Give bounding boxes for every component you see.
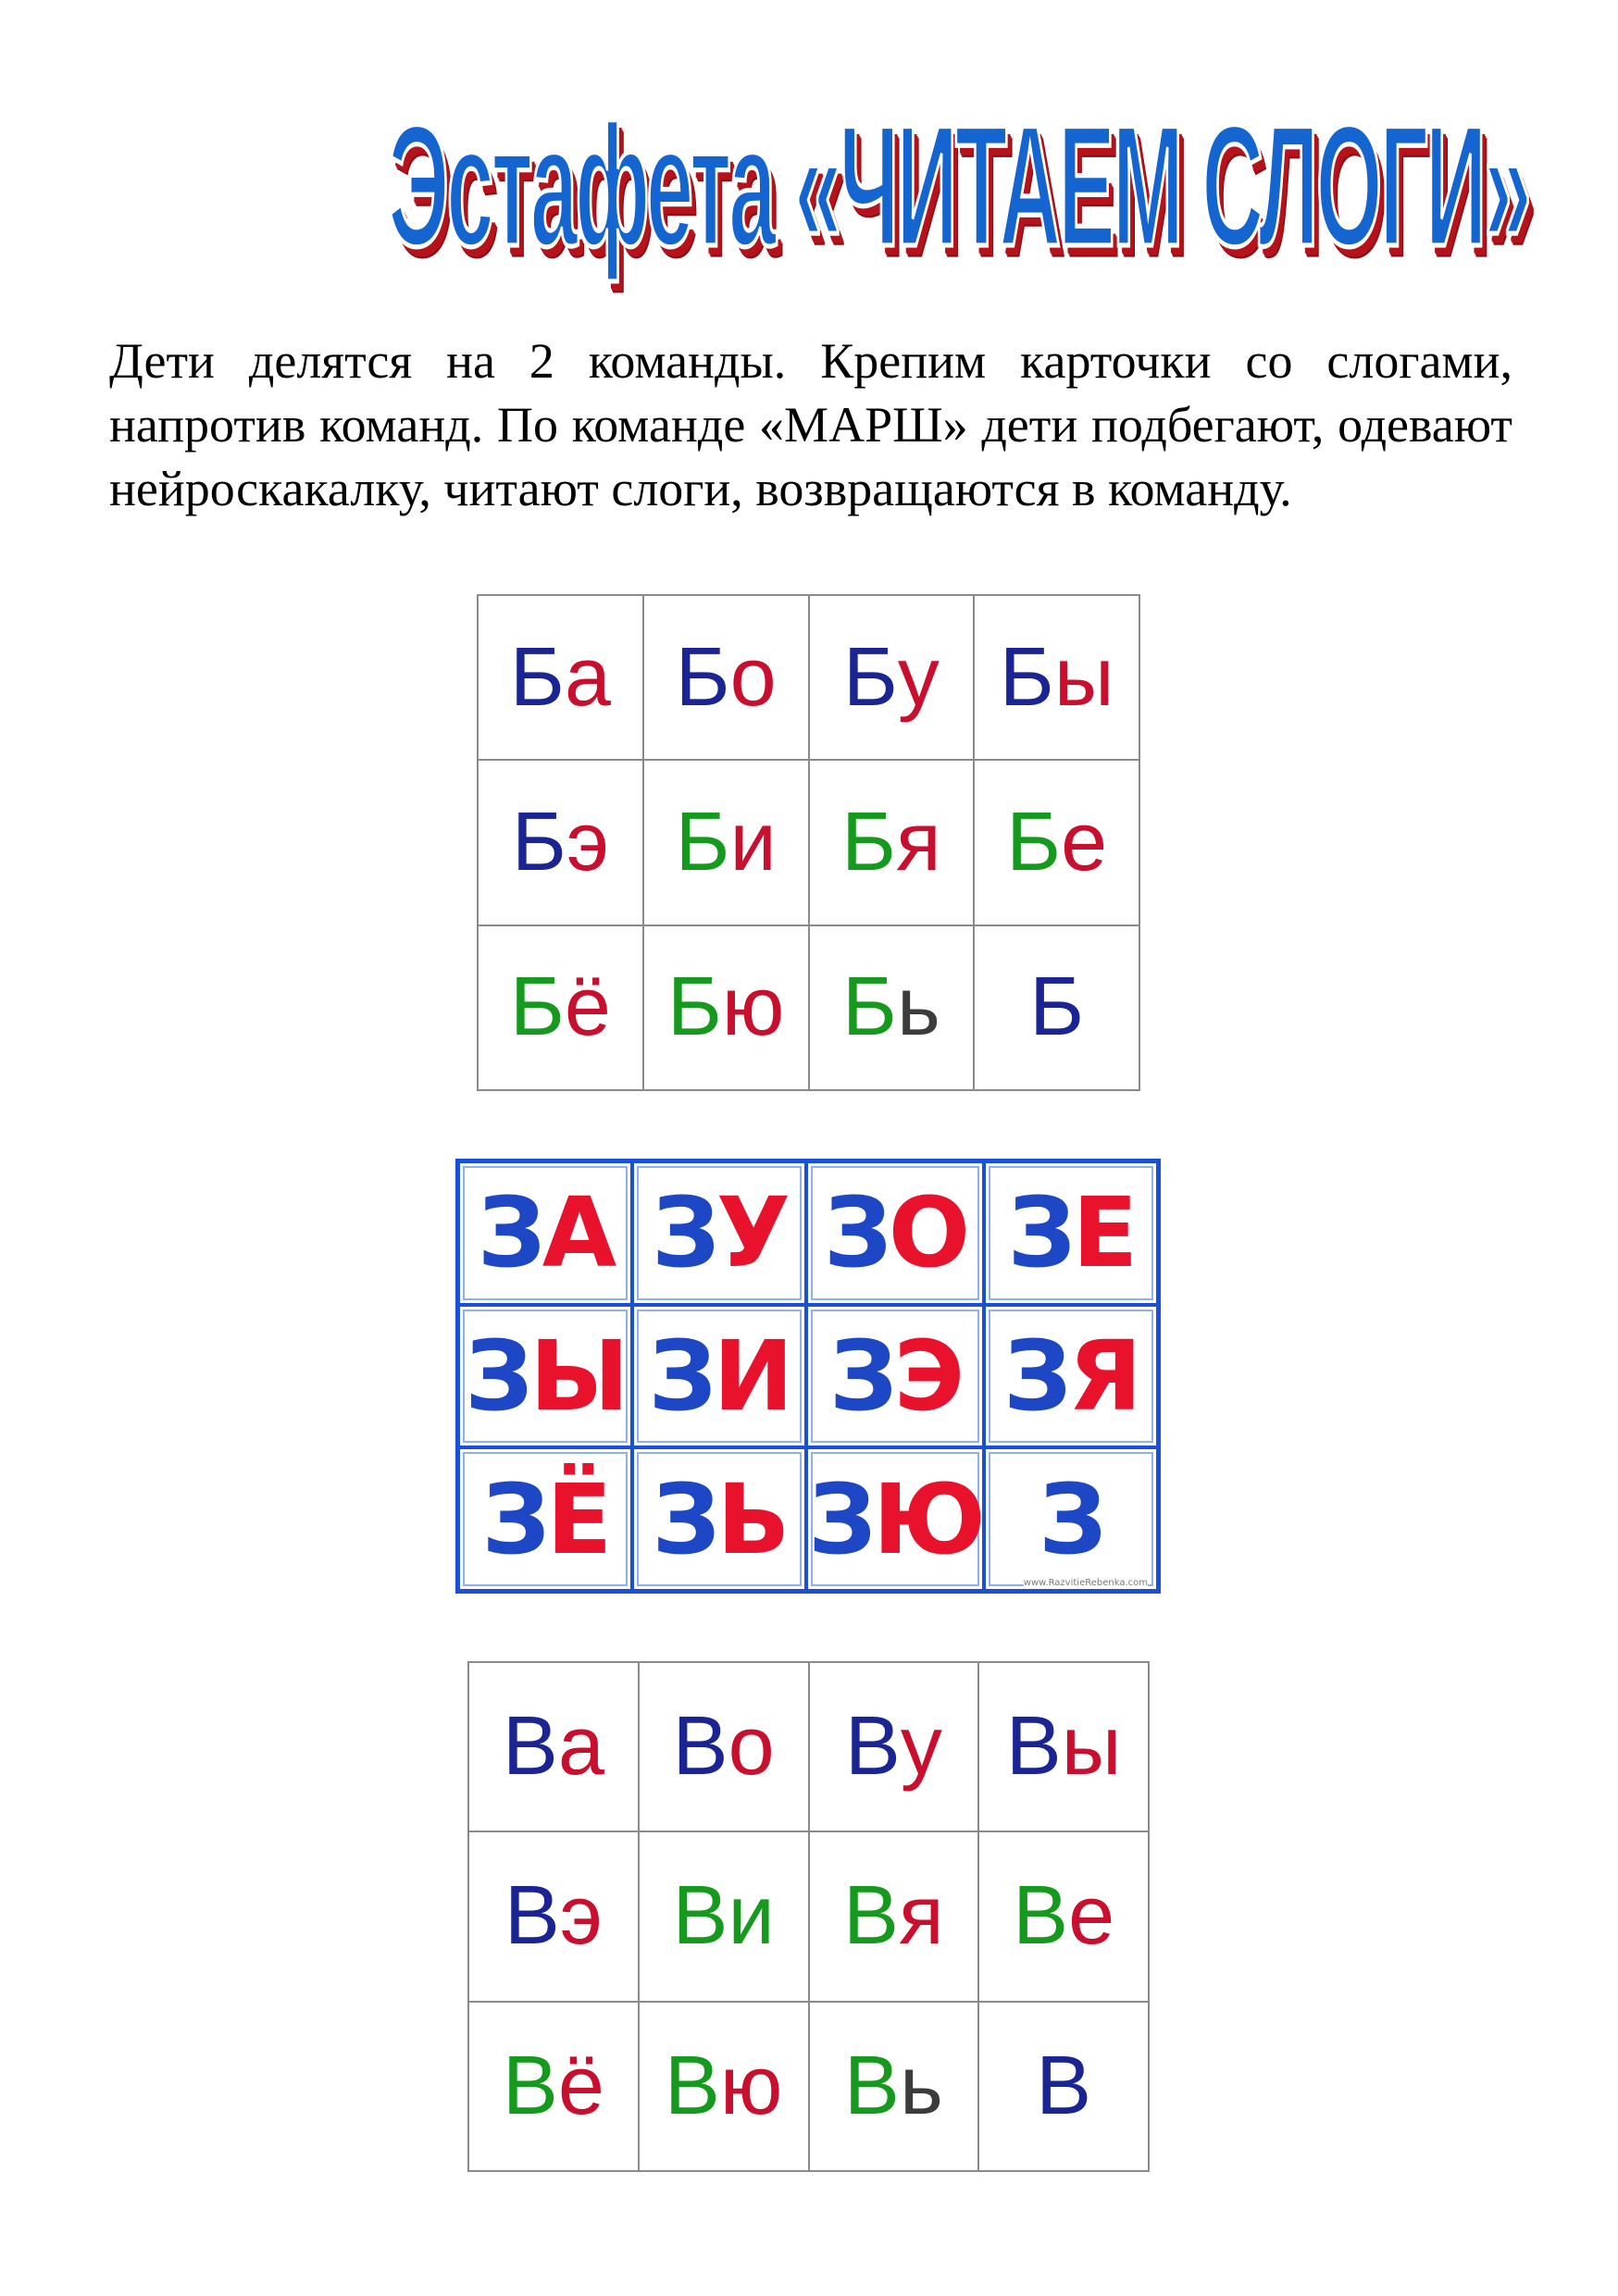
syllable-cell — [975, 761, 1140, 925]
syllable-cell — [810, 1663, 980, 1832]
syllable-cell — [975, 596, 1140, 761]
consonant-letter: Б — [666, 961, 722, 1054]
watermark-text: www.RazvitieRebenka.com — [1023, 1578, 1148, 1588]
consonant-letter: В — [504, 1869, 560, 1963]
vowel-letter: Э — [893, 1319, 962, 1433]
consonant-letter: В — [672, 1869, 728, 1963]
syllable-cell — [644, 926, 810, 1091]
syllable-cell — [979, 1832, 1150, 2002]
vowel-letter: и — [729, 795, 777, 888]
vowel-letter: ы — [1053, 630, 1114, 724]
consonant-letter: Б — [509, 961, 565, 1054]
consonant-letter: Б — [509, 630, 565, 724]
consonant-letter: В — [1036, 2039, 1092, 2132]
vowel-letter: ь — [896, 961, 940, 1054]
syllable-cell — [986, 1449, 1156, 1589]
syllable-cell — [640, 1832, 810, 2002]
syllable-cell — [460, 1163, 630, 1303]
consonant-letter: Б — [675, 630, 730, 724]
vowel-letter: о — [729, 630, 777, 724]
syllable-cell — [979, 1663, 1150, 1832]
vowel-letter: ы — [1061, 1700, 1122, 1793]
consonant-letter: З — [481, 1462, 547, 1576]
consonant-letter: В — [842, 1869, 900, 1963]
syllable-cell — [469, 2003, 640, 2172]
syllable-cell — [479, 596, 644, 761]
vowel-letter: Ю — [872, 1462, 982, 1576]
syllable-cell — [640, 1663, 810, 1832]
consonant-letter: Б — [841, 961, 897, 1054]
vowel-letter: е — [1068, 1869, 1115, 1963]
vowel-letter: Я — [1067, 1319, 1139, 1433]
syllable-cell — [979, 2003, 1150, 2172]
vowel-letter: О — [888, 1176, 967, 1290]
syllable-cell — [634, 1449, 804, 1589]
vowel-letter: у — [897, 630, 940, 724]
syllable-cell — [808, 1163, 982, 1303]
consonant-letter: В — [1005, 1700, 1062, 1793]
vowel-letter: а — [557, 1700, 604, 1793]
consonant-letter: В — [844, 1700, 901, 1793]
syllable-cell — [469, 1832, 640, 2002]
consonant-letter: Б — [842, 630, 898, 724]
syllable-cell — [479, 761, 644, 925]
consonant-letter: З — [1007, 1176, 1073, 1290]
consonant-letter: Б — [999, 630, 1054, 724]
vowel-letter: ю — [721, 961, 785, 1054]
consonant-letter: Б — [1006, 795, 1062, 888]
syllable-card-b — [477, 594, 1140, 1091]
intro-paragraph: Дети делятся на 2 команды. Крепим карточки со слогами, напротив команд. По команде «МАРШ» дети подбегают, одевают нейроскакалку, читают слоги, возвращаются в команду. — [109, 333, 1512, 516]
vowel-letter: о — [728, 1700, 775, 1793]
syllable-cell — [644, 761, 810, 925]
consonant-letter: В — [672, 1700, 728, 1793]
vowel-letter: У — [716, 1176, 788, 1290]
consonant-letter: В — [664, 2039, 720, 2132]
syllable-cell — [479, 926, 644, 1091]
vowel-letter: ю — [719, 2039, 783, 2132]
vowel-letter: Ь — [716, 1462, 787, 1576]
consonant-letter: З — [465, 1319, 530, 1433]
syllable-cell — [986, 1163, 1156, 1303]
consonant-letter: Б — [1029, 961, 1085, 1054]
consonant-letter: З — [808, 1462, 873, 1576]
syllable-cell — [469, 1663, 640, 1832]
vowel-letter: я — [896, 795, 941, 888]
vowel-letter: э — [566, 795, 609, 888]
vowel-letter: А — [541, 1176, 614, 1290]
vowel-letter: у — [900, 1700, 942, 1793]
vowel-letter: ё — [557, 2039, 604, 2132]
page-title: Эстафета «ЧИТАЕМ СЛОГИ» — [388, 89, 1529, 282]
consonant-letter: З — [651, 1176, 716, 1290]
syllable-cell — [808, 1307, 982, 1446]
vowel-letter: е — [1061, 795, 1108, 888]
consonant-letter: В — [1013, 1869, 1069, 1963]
syllable-cell — [810, 926, 976, 1091]
syllable-cell — [634, 1307, 804, 1446]
consonant-letter: З — [477, 1176, 542, 1290]
vowel-letter: и — [728, 1869, 775, 1963]
vowel-letter: э — [559, 1869, 603, 1963]
syllable-cell — [460, 1307, 630, 1446]
vowel-letter: Е — [1072, 1176, 1135, 1290]
vowel-letter: ё — [564, 961, 611, 1054]
vowel-letter: Ё — [546, 1462, 609, 1576]
consonant-letter: Б — [675, 795, 730, 888]
vowel-letter: а — [564, 630, 611, 724]
syllable-cell — [975, 926, 1140, 1091]
syllable-cell — [810, 596, 976, 761]
consonant-letter: З — [652, 1462, 717, 1576]
syllable-cell — [810, 761, 976, 925]
syllable-cell — [808, 1449, 982, 1589]
syllable-cell — [634, 1163, 804, 1303]
consonant-letter: З — [1003, 1319, 1068, 1433]
consonant-letter: Б — [511, 795, 566, 888]
consonant-letter: З — [823, 1176, 889, 1290]
syllable-cell — [644, 596, 810, 761]
syllable-cell — [810, 2003, 980, 2172]
vowel-letter: И — [713, 1319, 790, 1433]
consonant-letter: З — [828, 1319, 894, 1433]
syllable-cell — [986, 1307, 1156, 1446]
consonant-letter: В — [502, 2039, 558, 2132]
syllable-cell — [640, 2003, 810, 2172]
consonant-letter: В — [843, 2039, 900, 2132]
syllable-cell — [460, 1449, 630, 1589]
vowel-letter: Ы — [529, 1319, 626, 1433]
syllable-cell — [810, 1832, 980, 2002]
consonant-letter: В — [502, 1700, 558, 1793]
consonant-letter: З — [1039, 1462, 1103, 1576]
syllable-card-v — [467, 1661, 1150, 2172]
consonant-letter: Б — [840, 795, 897, 888]
consonant-letter: З — [648, 1319, 714, 1433]
syllable-card-z — [455, 1159, 1161, 1594]
vowel-letter: ь — [899, 2039, 943, 2132]
vowel-letter: я — [899, 1869, 944, 1963]
